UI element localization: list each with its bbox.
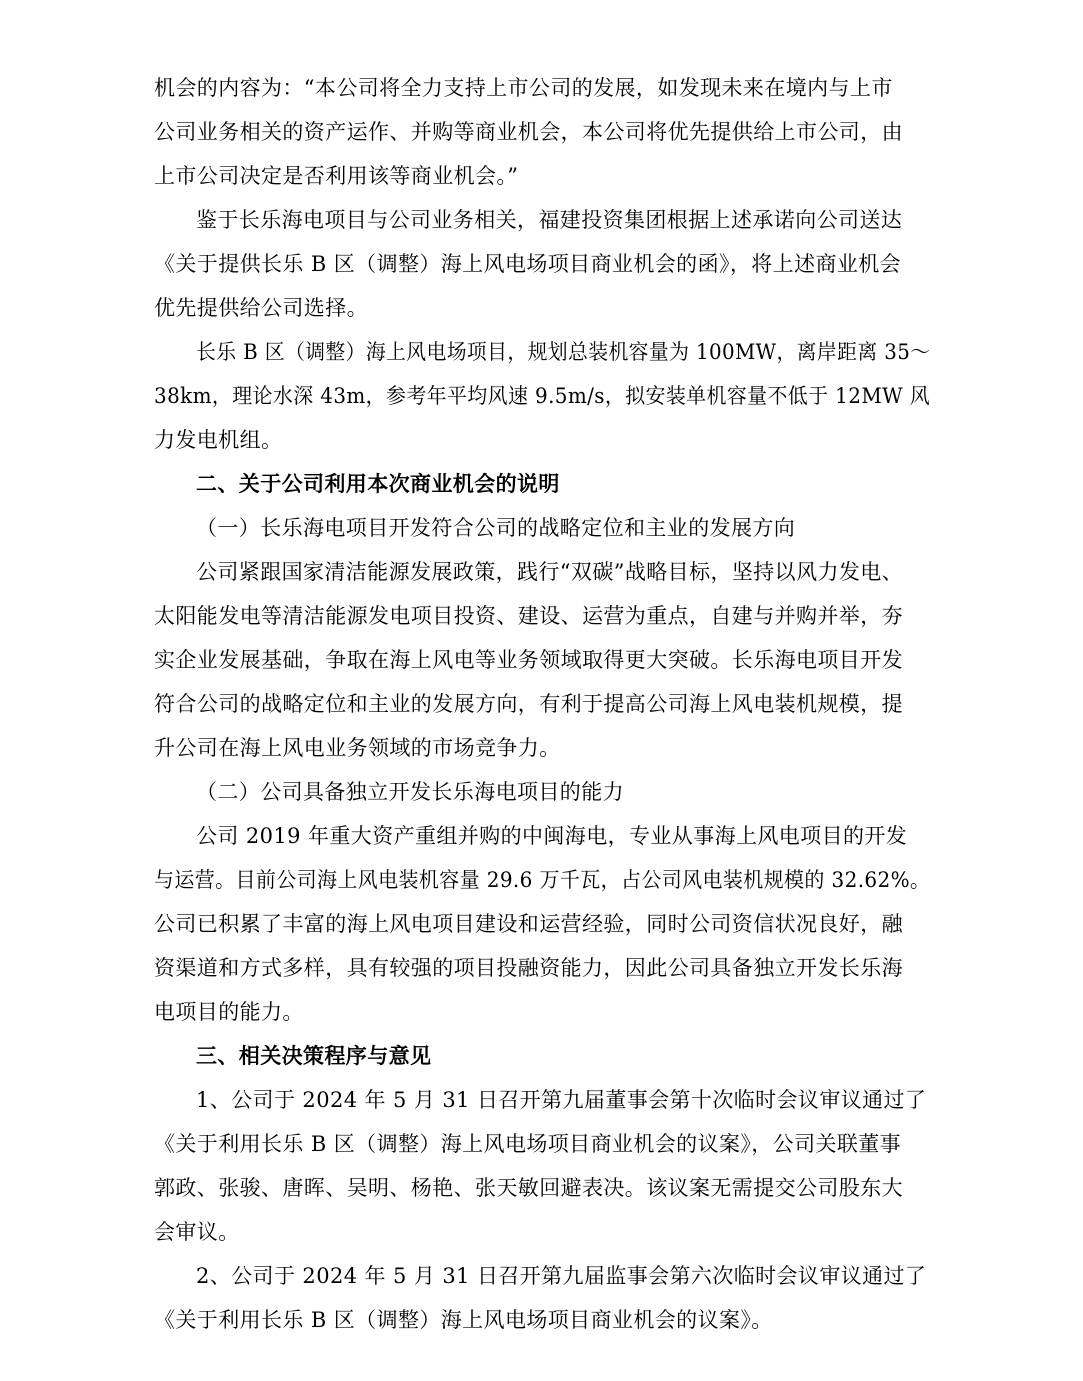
text-line: 与运营。目前公司海上风电装机容量 29.6 万千瓦，占公司风电装机规模的 32.62%。 <box>154 868 931 892</box>
text-line: 电项目的能力。 <box>154 1000 304 1024</box>
text-line: 机会的内容为：“本公司将全力支持上市公司的发展，如发现未来在境内与上市 <box>154 76 893 100</box>
text-line: （二）公司具备独立开发长乐海电项目的能力 <box>196 780 624 804</box>
text-line: 1、公司于 2024 年 5 月 31 日召开第九届董事会第十次临时会议审议通过了 <box>196 1088 927 1112</box>
text-line: 上市公司决定是否利用该等商业机会。” <box>154 164 519 188</box>
text-line: 公司紧跟国家清洁能源发展政策，践行“双碳”战略目标，坚持以风力发电、 <box>196 560 904 584</box>
text-line: （一）长乐海电项目开发符合公司的战略定位和主业的发展方向 <box>196 516 796 540</box>
section-heading: 三、相关决策程序与意见 <box>196 1044 432 1068</box>
text-line: 公司已积累了丰富的海上风电项目建设和运营经验，同时公司资信状况良好，融 <box>154 912 903 936</box>
section-heading: 二、关于公司利用本次商业机会的说明 <box>196 472 560 496</box>
text-line: 升公司在海上风电业务领域的市场竞争力。 <box>154 736 561 760</box>
text-line: 太阳能发电等清洁能源发电项目投资、建设、运营为重点，自建与并购并举，夯 <box>154 604 903 628</box>
text-line: 公司 2019 年重大资产重组并购的中闽海电，专业从事海上风电项目的开发 <box>196 824 908 848</box>
text-line: 《关于提供长乐 B 区（调整）海上风电场项目商业机会的函》，将上述商业机会 <box>154 252 902 276</box>
text-line: 会审议。 <box>154 1220 240 1244</box>
text-line: 资渠道和方式多样，具有较强的项目投融资能力，因此公司具备独立开发长乐海 <box>154 956 903 980</box>
text-line: 《关于利用长乐 B 区（调整）海上风电场项目商业机会的议案》。 <box>154 1308 773 1332</box>
text-line: 力发电机组。 <box>154 428 283 452</box>
text-line: 《关于利用长乐 B 区（调整）海上风电场项目商业机会的议案》，公司关联董事 <box>154 1132 902 1156</box>
text-line: 2、公司于 2024 年 5 月 31 日召开第九届监事会第六次临时会议审议通过了 <box>196 1264 927 1288</box>
text-line: 38km，理论水深 43m，参考年平均风速 9.5m/s，拟安装单机容量不低于 12MW 风 <box>154 384 931 408</box>
text-line: 郭政、张骏、唐晖、吴明、杨艳、张天敏回避表决。该议案无需提交公司股东大 <box>154 1176 903 1200</box>
text-line: 优先提供给公司选择。 <box>154 296 368 320</box>
text-line: 长乐 B 区（调整）海上风电场项目，规划总装机容量为 100MW，离岸距离 35～ <box>196 340 931 364</box>
text-line: 实企业发展基础，争取在海上风电等业务领域取得更大突破。长乐海电项目开发 <box>154 648 903 672</box>
text-line: 鉴于长乐海电项目与公司业务相关，福建投资集团根据上述承诺向公司送达 <box>196 208 903 232</box>
text-line: 符合公司的战略定位和主业的发展方向，有利于提高公司海上风电装机规模，提 <box>154 692 903 716</box>
text-line: 公司业务相关的资产运作、并购等商业机会，本公司将优先提供给上市公司，由 <box>154 120 903 144</box>
